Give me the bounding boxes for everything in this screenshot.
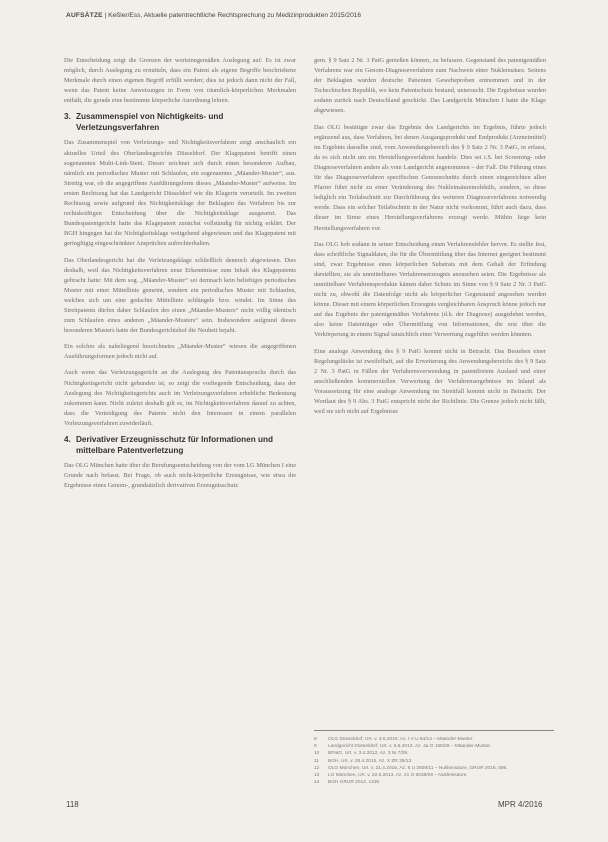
footnote-text: BGH GRUR 2012, 1230. [328, 780, 381, 786]
footnote [314, 750, 554, 757]
paragraph: Ein solches als naheliegend bezeichnetes „Mäander-Muster“ wiesen die angegriffenen Ausführungsformen jedoch nicht auf. [64, 343, 296, 361]
right-column [314, 56, 546, 423]
footnote-number: 14 [314, 780, 320, 786]
left-column [64, 56, 296, 497]
paragraph: Das OLG München hatte über die Berufungsentscheidung von der vom LG München I eine Grunde nach befasst. Bei Frage, ob auch nicht-körperliche Erzeugnisse, wie etwa die Ergebnisse eines Genom-, grundsätzlich derivativen Erzeugnisschutz [64, 462, 296, 490]
header-title: | Keßler/Ess, Aktuelle patentrechtliche Rechtsprechung zu Medizinprodukten 2015/2016 [104, 12, 362, 19]
footnote [314, 772, 554, 779]
journal-issue: MPR 4/2016 [498, 800, 543, 809]
section-number: 3. [64, 112, 71, 122]
paragraph: Die Entscheidung zeigt die Grenzen der wortsinngemäßen Auslegung auf: Es ist zwar möglich, durch Auslegung zu ermitteln, dass ein Patent als eigene Begriffe beschriebene Merkmale durch einen eigenen Begriff erfüllt werden; dies ist jedoch dann nicht der Fall, wenn das Patent keine Anweisungen in Form von räumlich-körperlichen Merkmalen enthält, die gerade eine bestimmte körperliche Anordnung lehren. [64, 57, 296, 105]
paragraph: Das OLG bestätigte zwar das Ergebnis des Landgerichts im Ergebnis, führte jedoch ergänzend aus, dass Verfahren, bei denen Ausgangsprodukt und Endprodukt (Arzneimittel) im Ergebnis dasselbe sind, vom Anwendungsbereich des § 9 Satz 2 Nr. 3 PatG, in erfasst, da es sich nicht um ein Herstellungsverfahren handele. Dies sei i.S. bei Screening- oder Diagnoseverfahren anders als vom Landgericht angenommen – der Fall. Die Führung eines für das Diagnoseverfahren spezifischen Genomschnitts durch einen eingereichten allen Pfarrer führt nicht zu einer Veränderung des Nukleinsäuremoleküls, sondern, so diese lediglich ein Teilabschnitt zur Durchführung des weiteren Diagnoseverfahrens notwendig werde. Dass ein solcher Teilabschnitt in der Natur nicht vorkommt, führt auch dazu, dass dieser im Sinne eines Herstellungsverfahrens erzeugt werde. Mithin liege kein Herstellungsverfahren vor. [314, 123, 546, 232]
paragraph: Auch wenn das Verletzungsgericht an die Auslegung des Patentanspruchs durch das Nichtigkeitsgericht nicht gebunden ist, so zeigt die vorliegende Entscheidung, dass der Auslegung des Nichtigkeitsgerichts auch im Verletzungsverfahren erhebliche Bedeutung zukommen kann. Nicht zuletzt deshalb gilt es, im Nichtigkeitsverfahren darauf zu achten, dass die Verteidigung des Patents nicht den Interessen in einem parallelen Verletzungsverfahren zuwiderläuft. [64, 369, 296, 427]
footnote [314, 743, 554, 750]
paragraph: Das Oberlandesgericht hat die Verletzungsklage schließlich dennoch abgewiesen. Dies deshalb, weil das Nichtigkeitsverfahren neue Erkenntnisse zum Inhalt des Klagepatents gebracht hatte: Mit dem sog. „Mäander-Muster“ sei demnach kein beliebiges periodisches Muster mit einer Mittellinie gemeint, sondern ein periodisches Muster mit Schlaufen, welches sich um eine gedachte Mittellinie schlängele bzw. windet. Im Sinne des Streitpatents dürfen daher Schlaufen des einen „Mäander-Musters“ nicht völlig identisch zum Schlaufen eines anderen „Mäander-Musters“ sein. Insbesondere aufgrund dieses besonderen Musters hatte der Bundesgerichtshof die Neuheit bejaht. [64, 256, 296, 335]
paragraph: Eine analoge Anwendung des § 9 PatG kommt nicht in Betracht. Das Bestehen einer Regelungslücke ist zweifelhaft, auf die Erweiterung des Anwendungsbereichs des § 9 Satz 2 Nr. 3 PatG in Fällen der Verfahrensverwendung in patentfreiem Ausland und einer anschließenden kommerziellen Verwertung der Verfahrensergebnisse im Inland als Voraussetzung für eine analoge Anwendung im Streitfall kommt nicht in Betracht. Der Wortlaut des § 9 Abs. 3 PatG entspricht nicht der Richtlinie. Die Grenze jedoch nicht fällt, weil sie sich nicht auf Ergebnisse [314, 347, 546, 416]
section-number: 4. [64, 435, 71, 444]
footnote-text: BPatG, Urt. v. 3.4.2012, Az. 3 Ni 7/09. [328, 751, 409, 757]
paragraph: gem. § 9 Satz 2 Nr. 3 PatG genießen können, zu befassen. Gegenstand des patentgemäßen Verfahrens war ein Genom-Diagnoseverfahren zum Nachweis einer Nukleinsäure. Seitens der Beklagten wurden deutsche Patienten Gewebeproben entnommen und in der Tschechischen Republik, wo kein Patentschutz bestand, untersucht. Die Ergebnisse wurden sodann zurück nach Deutschland geschickt. Das Landgericht München I hatte die Klage abgewiesen. [314, 57, 546, 115]
footnote-text: LG München, Urt. v. 22.5.2013, Az. 21 O 6038/09 – Nukleinsäure. [328, 773, 468, 779]
footnote [314, 779, 554, 786]
section-title: Derivativer Erzeugnisschutz für Informationen und mittelbare Patentverletzung [76, 435, 273, 455]
section-heading-3 [64, 112, 296, 133]
footnote-text: OLG Düsseldorf, Urt. v. 3.6.2015, Az. I-2 U 64/13 – Mäander-Muster. [328, 737, 474, 742]
section-heading-4 [64, 435, 296, 456]
page-number: 118 [66, 800, 79, 809]
footnote-text: Landgericht Düsseldorf, Urt. v. 6.6.2013, Az. 4a O 155/09 – Mäander-Muster. [328, 744, 492, 750]
header-section: AUFSÄTZE [66, 12, 103, 19]
footnote-text: OLG München, Urt. v. 21.4.2016, Az. 6 U 3929/11 – Nukleinsäure, GRUR 2016, 595. [328, 765, 508, 771]
footnote-text: BGH, Urt. v. 28.4.2015, Az. X ZR 35/13. [328, 758, 413, 764]
paragraph: Das OLG hob sodann in seiner Entscheidung einen Verfahrensfehler hervor. Es stellte fest, dass schriftliche Signaldaten, die für die Übermittlung über das Internet geeignet bestimmt sind, zwar Ergebnisse eines körperlichen Substrats mit dem Gehalt der Erfindung darstellten, sie als unmittelbares Verfahrenserzeugnis anzusehen seien. Die Ergebnisse als unmittelbare Verfahrensprodukte kämen daher Schutz im Sinne von § 9 Satz 2 Nr. 3 PatG nicht zu, obwohl die Datenfolge nicht als körperlicher Gegenstand angesehen werden könne. Dieser mit einem körperlichen Erzeugnis vergleichbaren Anspruch könne jedoch nur auf das Ergebnis der patentgemäßen Verfahrens (d.h. der Diagnose) ausgedehnt werden, also keine Datenträger oder Übermittlung von Informationen, die erst über die Verkörperung in einem Signal tatsächlich einer Verwertung zugeführt werden könnten. [314, 240, 546, 339]
footnote-number: 11 [314, 758, 319, 764]
footnote-number: 8 [314, 737, 317, 742]
footnotes [314, 730, 554, 786]
footnote [314, 765, 554, 772]
footnote [314, 736, 554, 743]
footnote-number: 13 [314, 773, 320, 779]
footnote-number: 12 [314, 765, 320, 771]
footnote-number: 10 [314, 751, 320, 757]
running-header [66, 12, 546, 19]
footnote-number: 9 [314, 744, 317, 750]
footnote [314, 758, 554, 765]
paragraph: Das Zusammenspiel von Verletzungs- und Nichtigkeitsverfahren zeigt anschaulich ein aktuelles Urteil des Oberlandesgerichts Düsseldorf. Der Klagepatent betrifft einen sogenannten Multi-Link-Stent. Dieser zeichnet sich durch einen besonderen Aufbau, nämlich ein periodisches Muster mit Schlaufen, ein sogenanntes „Mäander-Muster“, aus. Streitig war, ob die angegriffene Ausführungsform dieses „Mäander-Muster“ aufweise. Im ersten Rechtszug hat das Landgericht Düsseldorf wie die Klagerin verurteilt. Im zweiten Rechtszug sowie aufgrund des Nichtigkeitsklage der Beklagten das Verfahren bis zur rechtskräftigen Entscheidung über die Nichtigkeitsklage ausgesetzt. Das Bundespatentgericht hatte das Klagepatent zunächst vollständig für nichtig erklärt. Der BGH hingegen hat die Nichtigkeitsklage weitgehend abgewiesen und das Klagepatent mit geringfügig eingeschränkter Ansprüchen aufrechterhalten. [64, 139, 296, 248]
section-title: Zusammenspiel von Nichtigkeits- und Verletzungsverfahren [76, 112, 224, 132]
